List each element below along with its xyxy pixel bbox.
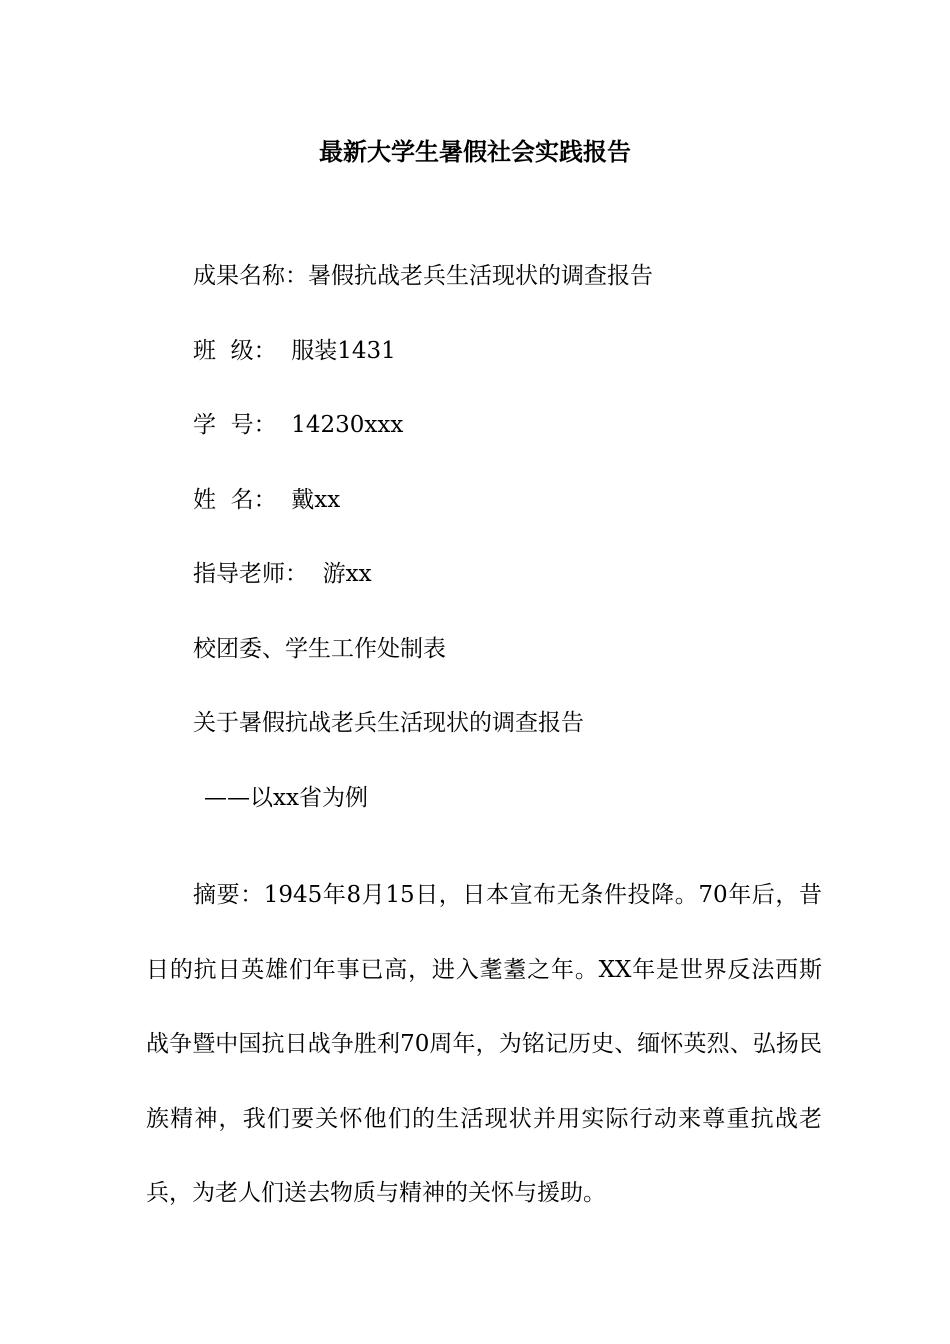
field-label: 姓 名： bbox=[193, 487, 277, 513]
report-subtitle: ——以xx省为例 bbox=[204, 785, 368, 811]
field-label: 成果名称： bbox=[193, 263, 308, 289]
field-value: 14230xxx bbox=[276, 412, 404, 438]
field-value: 暑假抗战老兵生活现状的调查报告 bbox=[308, 263, 653, 289]
field-name bbox=[193, 485, 340, 515]
field-value: 服装1431 bbox=[276, 338, 396, 364]
field-label: 班 级： bbox=[193, 338, 277, 364]
abstract-paragraph: 摘要：1945年8月15日，日本宣布无条件投降。70年后，昔日的抗日英雄们年事已高，进入耄耋之年。XX年是世界反法西斯战争暨中国抗日战争胜利70周年，为铭记历史、缅怀英烈、弘扬民族精神，我们要关怀他们的生活现状并用实际行动来尊重抗战老兵，为老人们送去物质与精神的关怀与援助。 bbox=[146, 882, 822, 1206]
field-advisor bbox=[193, 559, 372, 589]
field-achievement-name bbox=[193, 261, 653, 291]
field-student-id bbox=[193, 410, 403, 440]
field-class bbox=[193, 336, 396, 366]
issuer-line: 校团委、学生工作处制表 bbox=[193, 636, 446, 662]
field-label: 学 号： bbox=[193, 412, 277, 438]
field-value: 戴xx bbox=[276, 487, 341, 513]
field-value: 游xx bbox=[308, 561, 372, 587]
field-label: 指导老师： bbox=[193, 561, 308, 587]
report-title: 关于暑假抗战老兵生活现状的调查报告 bbox=[193, 710, 584, 736]
document-title: 最新大学生暑假社会实践报告 bbox=[319, 137, 631, 166]
